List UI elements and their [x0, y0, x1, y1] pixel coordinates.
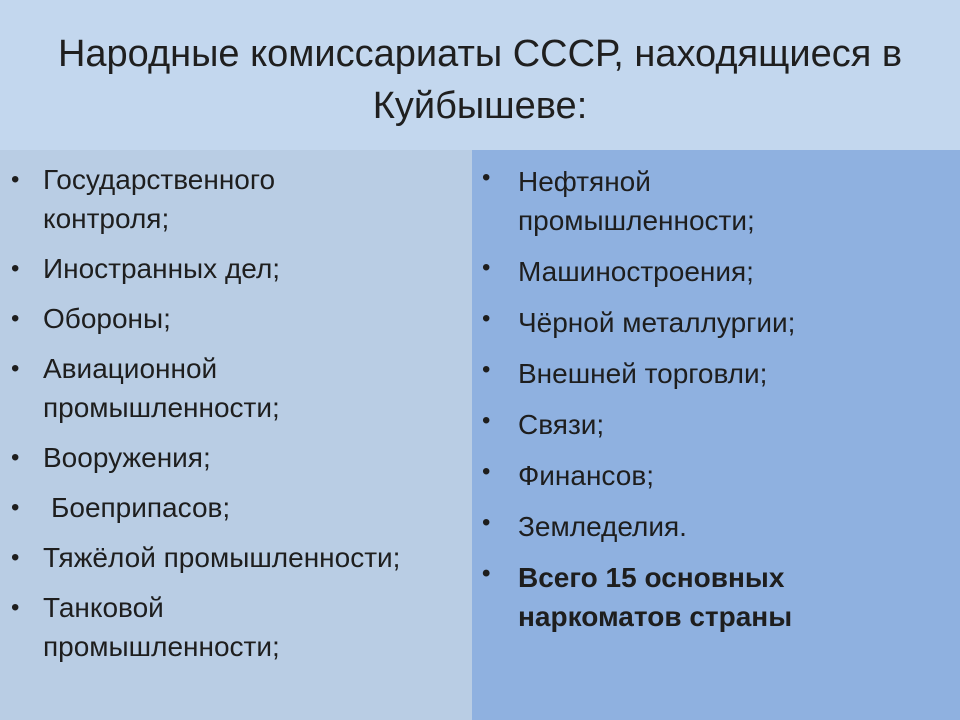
left-column: [0, 150, 472, 720]
bullet-icon: •: [11, 355, 20, 382]
list-item: [0, 160, 333, 238]
list-item-label: Авиационной промышленности;: [43, 353, 280, 423]
summary-label: Всего 15 основных наркоматов страны: [518, 562, 793, 632]
list-item-label: Чёрной металлургии;: [518, 307, 796, 338]
list-item: [472, 405, 958, 444]
bullet-icon: •: [482, 356, 491, 383]
list-item: [0, 349, 333, 427]
list-item-label: Нефтяной промышленности;: [518, 166, 755, 236]
summary-item: [472, 558, 848, 636]
left-list: [0, 160, 470, 677]
bullet-icon: •: [11, 166, 20, 193]
bullet-icon: •: [482, 164, 491, 191]
bullet-icon: •: [482, 560, 491, 587]
bullet-icon: •: [11, 544, 20, 571]
list-item: [0, 299, 470, 338]
bullet-icon: •: [482, 458, 491, 485]
list-item-label: Финансов;: [518, 460, 654, 491]
bullet-icon: •: [11, 444, 20, 471]
bullet-icon: •: [11, 305, 20, 332]
list-item: [472, 354, 958, 393]
bullet-icon: •: [482, 254, 491, 281]
list-item-label: Иностранных дел;: [43, 253, 281, 284]
bullet-icon: •: [11, 255, 20, 282]
list-item-label: Танковой промышленности;: [43, 592, 280, 662]
bullet-icon: •: [482, 305, 491, 332]
list-item-label: Машиностроения;: [518, 256, 754, 287]
list-item-label: Вооружения;: [43, 442, 211, 473]
bullet-icon: •: [11, 594, 20, 621]
list-item: [472, 252, 958, 291]
title-band: [0, 0, 960, 150]
list-item-label: Внешней торговли;: [518, 358, 768, 389]
right-list: [472, 162, 958, 648]
list-item: [472, 303, 958, 342]
list-item: [472, 162, 818, 240]
list-item: [0, 588, 333, 666]
right-column: [472, 150, 960, 720]
bullet-icon: •: [482, 407, 491, 434]
list-item: [472, 507, 958, 546]
list-item: [0, 538, 470, 577]
slide-title: Народные комиссариаты СССР, находящиеся в Куйбышеве:: [57, 33, 903, 127]
list-item-label: Тяжёлой промышленности;: [43, 542, 401, 573]
bullet-icon: •: [482, 509, 491, 536]
list-item: [472, 456, 958, 495]
list-item: [0, 438, 470, 477]
list-item: [0, 249, 470, 288]
list-item-label: Связи;: [518, 409, 605, 440]
list-item-label: Боеприпасов;: [51, 492, 231, 523]
list-item: [0, 488, 470, 527]
list-item-label: Земледелия.: [518, 511, 687, 542]
list-item-label: Государственного контроля;: [43, 164, 276, 234]
list-item-label: Обороны;: [43, 303, 171, 334]
bullet-icon: •: [11, 494, 20, 521]
